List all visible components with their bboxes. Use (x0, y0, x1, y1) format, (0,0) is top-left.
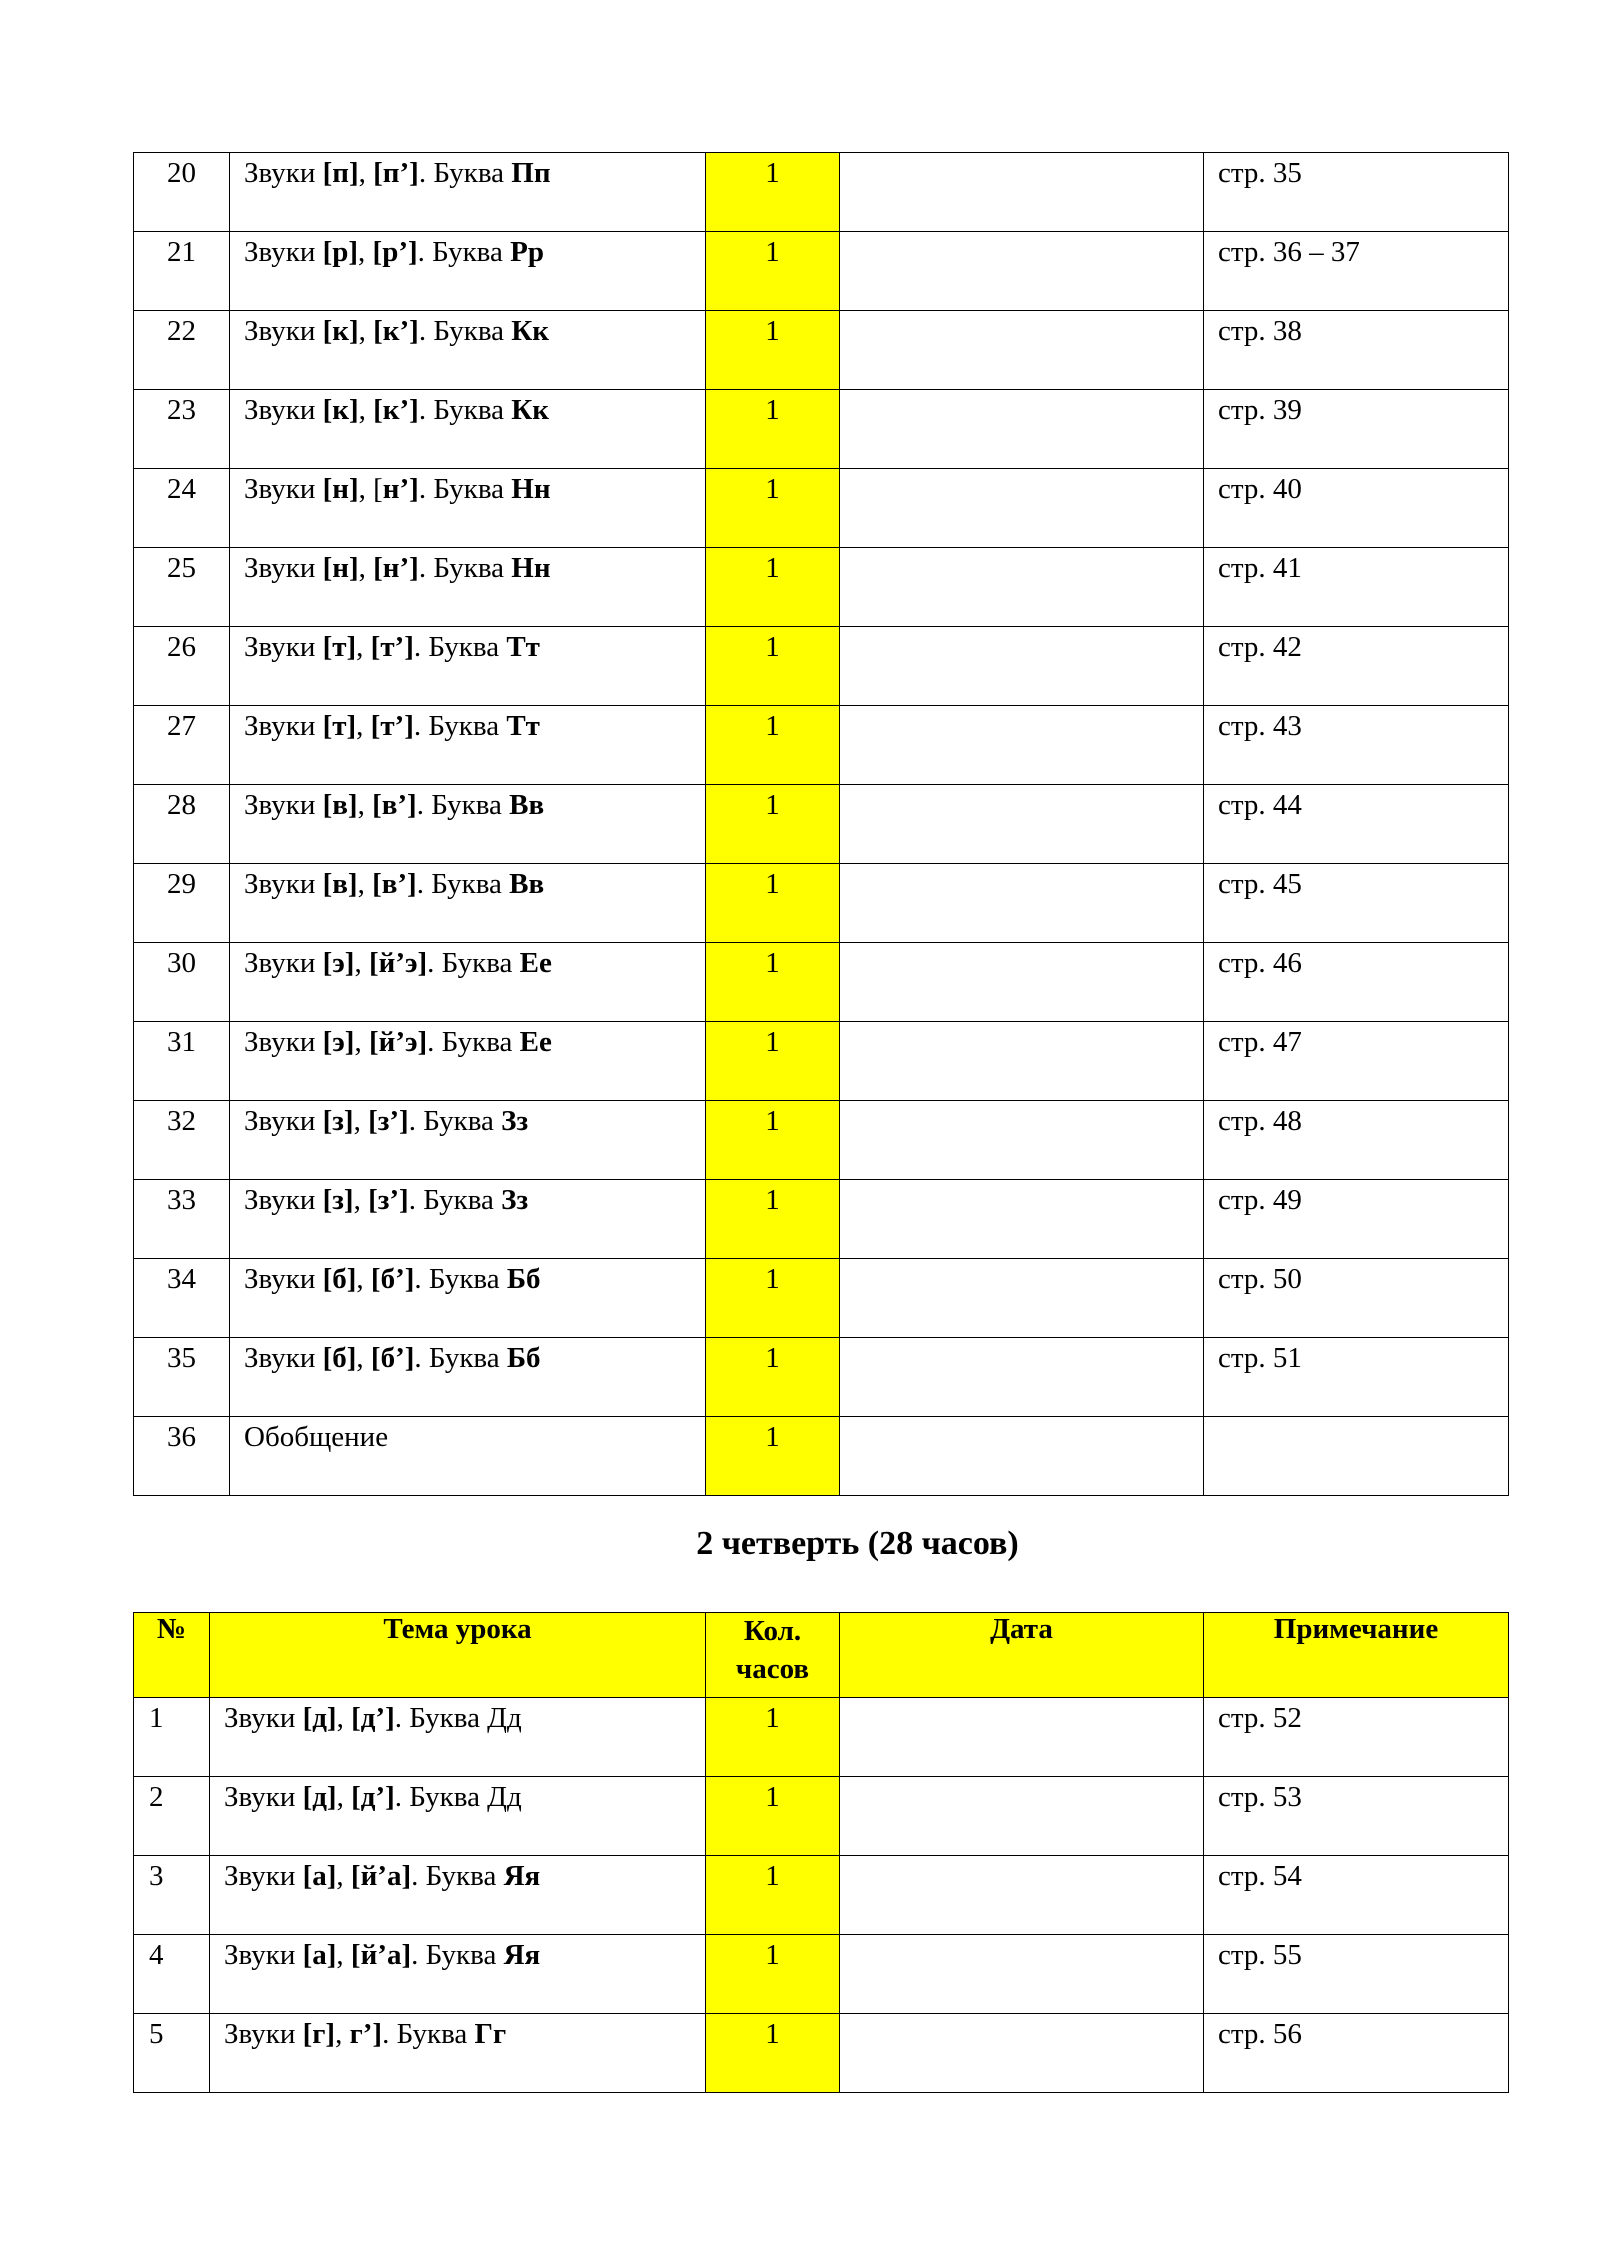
topic-text: , (358, 394, 374, 426)
topic-sound-1: [а] (302, 1939, 337, 1971)
lesson-number: 5 (134, 2014, 210, 2093)
lesson-topic (230, 469, 706, 548)
table-row (134, 1259, 1509, 1338)
topic-letter: Бб (506, 1263, 541, 1295)
topic-sound-1: [з] (322, 1184, 354, 1216)
lesson-date (840, 1417, 1204, 1496)
topic-sound-2: [з’] (368, 1105, 409, 1137)
topic-letter: Зз (501, 1105, 529, 1137)
topic-text: Звуки (244, 315, 323, 347)
topic-letter: Ее (519, 1026, 552, 1058)
topic-text: , (356, 631, 371, 663)
topic-text: . Буква (408, 1184, 502, 1216)
lesson-note: стр. 55 (1204, 1935, 1509, 2014)
topic-letter: Рр (510, 236, 544, 268)
table-row (134, 627, 1509, 706)
lesson-number: 27 (134, 706, 230, 785)
lesson-date (840, 311, 1204, 390)
topic-text: Звуки (244, 1105, 323, 1137)
lesson-date (840, 785, 1204, 864)
topic-text: , (353, 1105, 369, 1137)
lesson-hours: 1 (706, 390, 840, 469)
lesson-topic (230, 1022, 706, 1101)
topic-sound-2: [к’] (373, 315, 419, 347)
lesson-topic (230, 390, 706, 469)
table-row (134, 1101, 1509, 1180)
topic-text: Обобщение (244, 1421, 389, 1453)
lesson-topic (210, 1777, 706, 1856)
topic-text: Звуки (244, 473, 323, 505)
lesson-date (840, 1698, 1204, 1777)
lesson-number: 22 (134, 311, 230, 390)
topic-sound-2: [б’] (370, 1263, 415, 1295)
lesson-note: стр. 48 (1204, 1101, 1509, 1180)
topic-text: . Буква Дд (394, 1781, 522, 1813)
lesson-date (840, 1101, 1204, 1180)
topic-text: Звуки (244, 157, 323, 189)
lesson-topic (230, 1101, 706, 1180)
topic-text: . Буква (416, 789, 510, 821)
topic-text: . Буква (418, 315, 512, 347)
topic-text: . Буква (411, 1939, 504, 1971)
lesson-date (840, 706, 1204, 785)
lesson-note: стр. 38 (1204, 311, 1509, 390)
topic-text: Звуки (224, 2018, 303, 2050)
table-row (134, 1777, 1509, 1856)
table-row (134, 943, 1509, 1022)
lesson-hours: 1 (706, 1180, 840, 1259)
lesson-topic (230, 864, 706, 943)
lesson-number: 30 (134, 943, 230, 1022)
header-num: № (134, 1613, 210, 1698)
table-row (134, 1417, 1509, 1496)
topic-sound-2: [п’] (373, 157, 419, 189)
lesson-date (840, 943, 1204, 1022)
lesson-topic (230, 627, 706, 706)
topic-text: . Буква (427, 1026, 520, 1058)
topic-letter: Кк (511, 394, 550, 426)
topic-sound-1: [т] (322, 710, 357, 742)
topic-text: . Буква (413, 710, 507, 742)
topic-text: , (336, 1860, 351, 1892)
lesson-topic (230, 1180, 706, 1259)
topic-sound-1: [б] (322, 1263, 357, 1295)
topic-text: , (357, 868, 373, 900)
topic-text: , (336, 1702, 352, 1734)
topic-letter: Гг (474, 2018, 507, 2050)
topic-text: . Буква (413, 631, 507, 663)
topic-text: . Буква (418, 473, 512, 505)
lesson-number: 20 (134, 153, 230, 232)
lesson-topic (230, 1338, 706, 1417)
topic-text: . Буква (417, 236, 511, 268)
table-row (134, 311, 1509, 390)
lesson-hours: 1 (706, 1698, 840, 1777)
lesson-hours: 1 (706, 153, 840, 232)
topic-text: , (357, 789, 373, 821)
topic-text: . Буква (411, 1860, 504, 1892)
topic-text: Звуки (224, 1860, 303, 1892)
topic-sound-1: [г] (302, 2018, 336, 2050)
topic-text: . Буква (382, 2018, 475, 2050)
table-row (134, 785, 1509, 864)
lesson-number: 25 (134, 548, 230, 627)
topic-letter: Вв (509, 868, 545, 900)
topic-sound-2: г’] (349, 2018, 383, 2050)
table-row (134, 706, 1509, 785)
topic-sound-2: [й’э] (368, 947, 428, 979)
lesson-topic (230, 232, 706, 311)
lesson-hours: 1 (706, 232, 840, 311)
lesson-date (840, 390, 1204, 469)
lesson-date (840, 1935, 1204, 2014)
lesson-number: 21 (134, 232, 230, 311)
lesson-date (840, 1777, 1204, 1856)
lesson-number: 28 (134, 785, 230, 864)
topic-sound-1: [з] (322, 1105, 354, 1137)
lesson-hours: 1 (706, 706, 840, 785)
lesson-date (840, 153, 1204, 232)
lesson-hours: 1 (706, 1338, 840, 1417)
lesson-number: 2 (134, 1777, 210, 1856)
lesson-note: стр. 53 (1204, 1777, 1509, 1856)
table-row (134, 1180, 1509, 1259)
topic-letter: Вв (509, 789, 545, 821)
lesson-hours: 1 (706, 311, 840, 390)
header-date: Дата (840, 1613, 1204, 1698)
lesson-note: стр. 43 (1204, 706, 1509, 785)
lesson-date (840, 2014, 1204, 2093)
lesson-number: 1 (134, 1698, 210, 1777)
lesson-note: стр. 49 (1204, 1180, 1509, 1259)
topic-sound-1: [э] (322, 1026, 355, 1058)
topic-text: Звуки (244, 1026, 323, 1058)
lesson-hours: 1 (706, 1777, 840, 1856)
header-note: Примечание (1204, 1613, 1509, 1698)
lesson-date (840, 627, 1204, 706)
lesson-number: 36 (134, 1417, 230, 1496)
topic-letter: Тт (506, 710, 540, 742)
topic-sound-2: [й’а] (350, 1860, 412, 1892)
topic-text: , (358, 157, 374, 189)
table-row (134, 1856, 1509, 1935)
lesson-date (840, 548, 1204, 627)
header-hours (706, 1613, 840, 1698)
topic-text: . Буква Дд (394, 1702, 522, 1734)
lesson-hours: 1 (706, 1856, 840, 1935)
lesson-note: стр. 46 (1204, 943, 1509, 1022)
lesson-number: 23 (134, 390, 230, 469)
topic-text: , (336, 1781, 352, 1813)
lesson-note: стр. 40 (1204, 469, 1509, 548)
topic-text: Звуки (244, 631, 323, 663)
topic-text: , (358, 315, 374, 347)
topic-sound-2: [в’] (372, 868, 417, 900)
topic-text: , (356, 1342, 371, 1374)
topic-sound-1: [э] (322, 947, 355, 979)
lesson-topic (210, 1935, 706, 2014)
lesson-hours: 1 (706, 1259, 840, 1338)
lesson-hours: 1 (706, 1022, 840, 1101)
topic-sound-2: [к’] (373, 394, 419, 426)
topic-text: . Буква (427, 947, 520, 979)
lesson-number: 4 (134, 1935, 210, 2014)
topic-text: Звуки (224, 1939, 303, 1971)
lesson-note: стр. 51 (1204, 1338, 1509, 1417)
topic-sound-1: [т] (322, 631, 357, 663)
topic-sound-2: [з’] (368, 1184, 409, 1216)
lesson-number: 24 (134, 469, 230, 548)
table-row (134, 390, 1509, 469)
lesson-note: стр. 44 (1204, 785, 1509, 864)
lesson-date (840, 1338, 1204, 1417)
topic-letter: Кк (511, 315, 550, 347)
topic-sound-1: [а] (302, 1860, 337, 1892)
lesson-topic (230, 1259, 706, 1338)
topic-sound-1: [в] (322, 789, 358, 821)
lesson-number: 35 (134, 1338, 230, 1417)
topic-sound-1: [д] (302, 1781, 337, 1813)
topic-letter: Ее (519, 947, 552, 979)
topic-text: , (354, 1026, 369, 1058)
topic-text: Звуки (244, 947, 323, 979)
lesson-number: 31 (134, 1022, 230, 1101)
header-topic: Тема урока (210, 1613, 706, 1698)
lesson-note: стр. 42 (1204, 627, 1509, 706)
topic-text: , (358, 552, 374, 584)
topic-sound-2: [б’] (370, 1342, 415, 1374)
topic-sound-2: н’] (382, 473, 419, 505)
topic-sound-2: [т’] (370, 710, 414, 742)
topic-sound-1: [к] (322, 315, 359, 347)
lesson-topic (230, 548, 706, 627)
topic-text: , (356, 1263, 371, 1295)
lesson-date (840, 232, 1204, 311)
topic-text: . Буква (418, 552, 512, 584)
lesson-date (840, 1022, 1204, 1101)
topic-sound-1: [д] (302, 1702, 337, 1734)
lesson-note (1204, 1417, 1509, 1496)
topic-text: Звуки (244, 236, 323, 268)
topic-sound-1: [п] (322, 157, 359, 189)
lesson-date (840, 1259, 1204, 1338)
lesson-date (840, 1856, 1204, 1935)
topic-letter: Яя (503, 1939, 541, 1971)
lesson-note: стр. 41 (1204, 548, 1509, 627)
table-row (134, 1935, 1509, 2014)
lesson-hours: 1 (706, 2014, 840, 2093)
lesson-number: 3 (134, 1856, 210, 1935)
topic-sound-2: [й’э] (368, 1026, 428, 1058)
topic-sound-2: [й’а] (350, 1939, 412, 1971)
lesson-date (840, 864, 1204, 943)
header-hours-line1: Кол. (743, 1615, 802, 1647)
header-hours-line2: часов (735, 1652, 810, 1685)
lesson-hours: 1 (706, 627, 840, 706)
topic-text: Звуки (244, 552, 323, 584)
lesson-hours: 1 (706, 785, 840, 864)
topic-sound-2: [в’] (372, 789, 417, 821)
table-header-row (134, 1613, 1509, 1698)
lesson-topic (230, 153, 706, 232)
lesson-topic (210, 1856, 706, 1935)
topic-text: Звуки (244, 1184, 323, 1216)
table-row (134, 1022, 1509, 1101)
topic-letter: Тт (506, 631, 540, 663)
topic-text: . Буква (416, 868, 510, 900)
lesson-note: стр. 54 (1204, 1856, 1509, 1935)
topic-text: Звуки (224, 1781, 303, 1813)
lesson-topic (230, 785, 706, 864)
topic-sound-2: [т’] (370, 631, 414, 663)
topic-sound-1: [н] (322, 473, 359, 505)
lesson-topic (230, 311, 706, 390)
topic-sound-2: [р’] (372, 236, 418, 268)
lesson-note: стр. 56 (1204, 2014, 1509, 2093)
lesson-hours: 1 (706, 1935, 840, 2014)
topic-text: Звуки (224, 1702, 303, 1734)
topic-text: , [ (358, 473, 383, 505)
lesson-note: стр. 50 (1204, 1259, 1509, 1338)
topic-text: . Буква (414, 1342, 507, 1374)
topic-sound-1: [б] (322, 1342, 357, 1374)
lesson-note: стр. 35 (1204, 153, 1509, 232)
topic-text: . Буква (414, 1263, 507, 1295)
lesson-number: 33 (134, 1180, 230, 1259)
topic-sound-1: [к] (322, 394, 359, 426)
lesson-topic (230, 706, 706, 785)
topic-text: Звуки (244, 868, 323, 900)
lesson-hours: 1 (706, 548, 840, 627)
topic-letter: Бб (506, 1342, 541, 1374)
topic-text: , (353, 1184, 369, 1216)
lesson-number: 26 (134, 627, 230, 706)
table-row (134, 153, 1509, 232)
lesson-hours: 1 (706, 469, 840, 548)
lesson-topic (210, 1698, 706, 1777)
topic-letter: Пп (511, 157, 551, 189)
topic-sound-2: [д’] (351, 1702, 395, 1734)
lesson-note: стр. 36 – 37 (1204, 232, 1509, 311)
lesson-number: 34 (134, 1259, 230, 1338)
table-row (134, 469, 1509, 548)
lesson-number: 32 (134, 1101, 230, 1180)
topic-text: Звуки (244, 394, 323, 426)
lesson-topic (210, 2014, 706, 2093)
table-row (134, 548, 1509, 627)
topic-sound-1: [в] (322, 868, 358, 900)
topic-text: Звуки (244, 1263, 323, 1295)
lesson-hours: 1 (706, 1417, 840, 1496)
lesson-table-quarter-1 (133, 152, 1509, 1496)
topic-text: , (354, 947, 369, 979)
lesson-table-body (134, 1698, 1509, 2093)
table-row (134, 2014, 1509, 2093)
lesson-topic (230, 1417, 706, 1496)
topic-text: . Буква (418, 157, 512, 189)
topic-text: , (335, 2018, 350, 2050)
topic-letter: Нн (511, 552, 551, 584)
topic-letter: Нн (511, 473, 551, 505)
topic-letter: Яя (503, 1860, 541, 1892)
table-row (134, 864, 1509, 943)
topic-text: , (336, 1939, 351, 1971)
table-row (134, 1698, 1509, 1777)
lesson-note: стр. 45 (1204, 864, 1509, 943)
lesson-note: стр. 52 (1204, 1698, 1509, 1777)
lesson-date (840, 1180, 1204, 1259)
lesson-hours: 1 (706, 943, 840, 1022)
lesson-hours: 1 (706, 1101, 840, 1180)
topic-text: , (358, 236, 373, 268)
topic-letter: Зз (501, 1184, 529, 1216)
topic-sound-2: [д’] (351, 1781, 395, 1813)
lesson-table-body (134, 153, 1509, 1496)
topic-text: Звуки (244, 710, 323, 742)
topic-text: . Буква (418, 394, 512, 426)
topic-text: Звуки (244, 1342, 323, 1374)
lesson-note: стр. 47 (1204, 1022, 1509, 1101)
lesson-date (840, 469, 1204, 548)
lesson-hours: 1 (706, 864, 840, 943)
table-row (134, 1338, 1509, 1417)
lesson-number: 29 (134, 864, 230, 943)
topic-sound-1: [н] (322, 552, 359, 584)
table-row (134, 232, 1509, 311)
topic-sound-1: [р] (322, 236, 359, 268)
topic-text: . Буква (408, 1105, 502, 1137)
lesson-table-quarter-2 (133, 1612, 1509, 2093)
lesson-note: стр. 39 (1204, 390, 1509, 469)
section-title: 2 четверть (28 часов) (696, 1525, 1019, 1562)
lesson-topic (230, 943, 706, 1022)
topic-text: Звуки (244, 789, 323, 821)
topic-sound-2: [н’] (373, 552, 419, 584)
topic-text: , (356, 710, 371, 742)
